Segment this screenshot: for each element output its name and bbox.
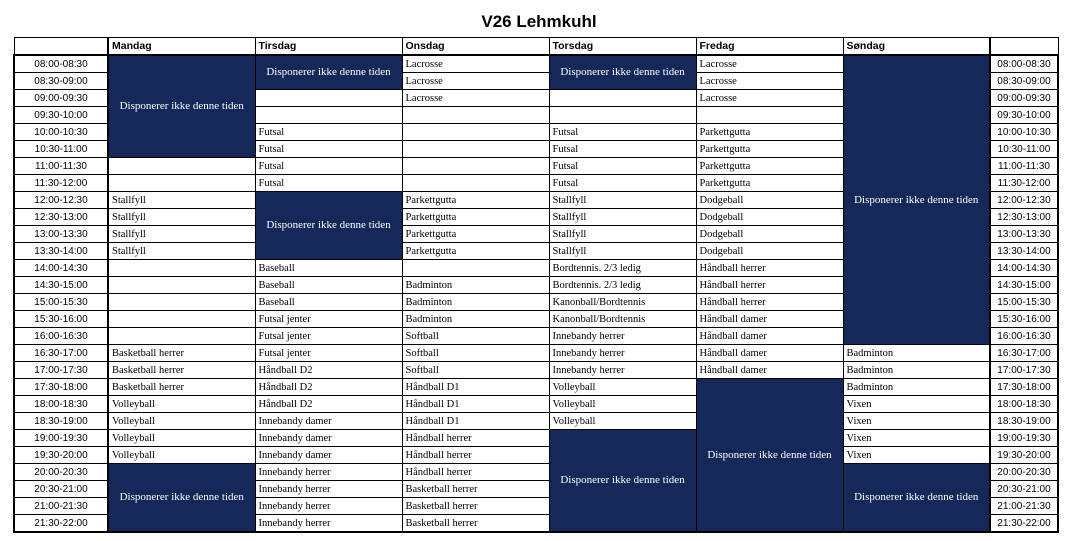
activity-slot: Futsal	[255, 141, 402, 158]
blocked-slot: Disponerer ikke denne tiden	[843, 55, 990, 345]
activity-slot: Baseball	[255, 294, 402, 311]
activity-slot: Vixen	[843, 413, 990, 430]
time-label-left: 21:00-21:30	[14, 498, 108, 515]
activity-slot: Parkettgutta	[696, 124, 843, 141]
time-label-right: 10:30-11:00	[990, 141, 1058, 158]
time-label-right: 09:00-09:30	[990, 90, 1058, 107]
activity-slot: Baseball	[255, 277, 402, 294]
blocked-slot: Disponerer ikke denne tiden	[843, 464, 990, 533]
activity-slot: Stallfyll	[108, 226, 255, 243]
schedule-row	[14, 447, 1058, 464]
activity-slot: Basketball herrer	[402, 481, 549, 498]
time-label-left: 12:30-13:00	[14, 209, 108, 226]
activity-slot: Volleyball	[549, 379, 696, 396]
activity-slot: Stallfyll	[549, 226, 696, 243]
time-label-left: 14:00-14:30	[14, 260, 108, 277]
activity-slot: Innebandy herrer	[549, 345, 696, 362]
activity-slot: Parkettgutta	[402, 209, 549, 226]
activity-slot: Softball	[402, 362, 549, 379]
activity-slot: Innebandy herrer	[255, 515, 402, 533]
activity-slot	[402, 124, 549, 141]
activity-slot: Håndball damer	[696, 328, 843, 345]
activity-slot: Stallfyll	[108, 243, 255, 260]
activity-slot: Lacrosse	[402, 90, 549, 107]
activity-slot	[696, 107, 843, 124]
time-label-left: 09:00-09:30	[14, 90, 108, 107]
activity-slot: Basketball herrer	[108, 345, 255, 362]
activity-slot: Håndball damer	[696, 311, 843, 328]
time-label-right: 15:00-15:30	[990, 294, 1058, 311]
time-label-right: 20:00-20:30	[990, 464, 1058, 481]
activity-slot: Futsal	[255, 124, 402, 141]
activity-slot: Lacrosse	[696, 90, 843, 107]
schedule-row	[14, 345, 1058, 362]
activity-slot: Vixen	[843, 447, 990, 464]
blocked-slot: Disponerer ikke denne tiden	[549, 55, 696, 90]
activity-slot: Badminton	[843, 379, 990, 396]
activity-slot: Håndball herrer	[696, 260, 843, 277]
schedule-table	[13, 37, 1059, 533]
activity-slot: Håndball D1	[402, 396, 549, 413]
activity-slot: Volleyball	[549, 413, 696, 430]
activity-slot: Volleyball	[108, 413, 255, 430]
time-label-left: 08:30-09:00	[14, 73, 108, 90]
header-row	[14, 38, 1058, 56]
blocked-slot: Disponerer ikke denne tiden	[108, 55, 255, 158]
activity-slot: Futsal	[549, 158, 696, 175]
activity-slot: Bordtennis. 2/3 ledig	[549, 260, 696, 277]
time-label-right: 19:30-20:00	[990, 447, 1058, 464]
activity-slot	[402, 260, 549, 277]
activity-slot	[255, 107, 402, 124]
activity-slot: Dodgeball	[696, 209, 843, 226]
activity-slot: Volleyball	[108, 447, 255, 464]
activity-slot: Håndball damer	[696, 362, 843, 379]
activity-slot: Håndball D1	[402, 379, 549, 396]
activity-slot: Kanonball/Bordtennis	[549, 294, 696, 311]
header-corner-right	[990, 38, 1058, 56]
activity-slot: Badminton	[843, 345, 990, 362]
activity-slot: Kanonball/Bordtennis	[549, 311, 696, 328]
activity-slot: Vixen	[843, 396, 990, 413]
schedule-row	[14, 396, 1058, 413]
activity-slot: Futsal jenter	[255, 328, 402, 345]
activity-slot	[402, 158, 549, 175]
time-label-right: 09:30-10:00	[990, 107, 1058, 124]
schedule-row	[14, 55, 1058, 73]
time-label-left: 19:30-20:00	[14, 447, 108, 464]
activity-slot: Basketball herrer	[108, 379, 255, 396]
time-label-left: 16:30-17:00	[14, 345, 108, 362]
blocked-slot: Disponerer ikke denne tiden	[255, 55, 402, 90]
time-label-right: 16:00-16:30	[990, 328, 1058, 345]
activity-slot: Håndball damer	[696, 345, 843, 362]
activity-slot: Futsal jenter	[255, 345, 402, 362]
day-header: Fredag	[696, 38, 843, 56]
time-label-right: 21:30-22:00	[990, 515, 1058, 533]
activity-slot: Bordtennis. 2/3 ledig	[549, 277, 696, 294]
activity-slot: Lacrosse	[402, 55, 549, 73]
activity-slot: Basketball herrer	[402, 515, 549, 533]
activity-slot	[402, 141, 549, 158]
time-label-left: 10:00-10:30	[14, 124, 108, 141]
day-header: Mandag	[108, 38, 255, 56]
activity-slot: Softball	[402, 345, 549, 362]
time-label-right: 21:00-21:30	[990, 498, 1058, 515]
time-label-right: 19:00-19:30	[990, 430, 1058, 447]
time-label-left: 12:00-12:30	[14, 192, 108, 209]
time-label-right: 08:00-08:30	[990, 55, 1058, 73]
time-label-right: 11:00-11:30	[990, 158, 1058, 175]
time-label-right: 16:30-17:00	[990, 345, 1058, 362]
schedule-row	[14, 362, 1058, 379]
activity-slot	[108, 294, 255, 311]
activity-slot: Innebandy herrer	[255, 481, 402, 498]
time-label-right: 18:30-19:00	[990, 413, 1058, 430]
activity-slot: Badminton	[843, 362, 990, 379]
time-label-right: 17:30-18:00	[990, 379, 1058, 396]
schedule-body	[14, 55, 1058, 532]
activity-slot: Softball	[402, 328, 549, 345]
day-header: Onsdag	[402, 38, 549, 56]
time-label-left: 14:30-15:00	[14, 277, 108, 294]
activity-slot: Håndball herrer	[696, 277, 843, 294]
activity-slot: Volleyball	[108, 396, 255, 413]
schedule-row	[14, 379, 1058, 396]
time-label-right: 10:00-10:30	[990, 124, 1058, 141]
activity-slot: Parkettgutta	[402, 192, 549, 209]
activity-slot: Parkettgutta	[402, 226, 549, 243]
time-label-left: 11:00-11:30	[14, 158, 108, 175]
activity-slot: Lacrosse	[402, 73, 549, 90]
time-label-right: 13:00-13:30	[990, 226, 1058, 243]
time-label-left: 13:30-14:00	[14, 243, 108, 260]
time-label-right: 13:30-14:00	[990, 243, 1058, 260]
time-label-left: 16:00-16:30	[14, 328, 108, 345]
schedule-row	[14, 413, 1058, 430]
time-label-left: 19:00-19:30	[14, 430, 108, 447]
activity-slot: Futsal	[549, 141, 696, 158]
activity-slot: Dodgeball	[696, 243, 843, 260]
activity-slot: Håndball D2	[255, 362, 402, 379]
activity-slot: Lacrosse	[696, 55, 843, 73]
activity-slot: Stallfyll	[108, 192, 255, 209]
time-label-left: 15:00-15:30	[14, 294, 108, 311]
time-label-left: 10:30-11:00	[14, 141, 108, 158]
time-label-left: 13:00-13:30	[14, 226, 108, 243]
activity-slot	[108, 328, 255, 345]
activity-slot: Stallfyll	[549, 192, 696, 209]
time-label-left: 08:00-08:30	[14, 55, 108, 73]
activity-slot	[549, 107, 696, 124]
activity-slot: Håndball herrer	[402, 447, 549, 464]
activity-slot: Badminton	[402, 294, 549, 311]
activity-slot: Volleyball	[108, 430, 255, 447]
time-label-left: 17:00-17:30	[14, 362, 108, 379]
day-header: Tirsdag	[255, 38, 402, 56]
schedule-row	[14, 464, 1058, 481]
time-label-right: 11:30-12:00	[990, 175, 1058, 192]
activity-slot: Parkettgutta	[696, 158, 843, 175]
header-corner-left	[14, 38, 108, 56]
activity-slot: Lacrosse	[696, 73, 843, 90]
activity-slot: Håndball D2	[255, 396, 402, 413]
time-label-left: 11:30-12:00	[14, 175, 108, 192]
activity-slot	[108, 158, 255, 175]
activity-slot: Basketball herrer	[402, 498, 549, 515]
schedule-row	[14, 430, 1058, 447]
time-label-left: 15:30-16:00	[14, 311, 108, 328]
activity-slot: Parkettgutta	[402, 243, 549, 260]
activity-slot: Håndball D1	[402, 413, 549, 430]
time-label-right: 20:30-21:00	[990, 481, 1058, 498]
activity-slot: Badminton	[402, 277, 549, 294]
activity-slot	[108, 277, 255, 294]
activity-slot	[108, 311, 255, 328]
time-label-right: 15:30-16:00	[990, 311, 1058, 328]
time-label-left: 18:30-19:00	[14, 413, 108, 430]
activity-slot: Stallfyll	[549, 243, 696, 260]
blocked-slot: Disponerer ikke denne tiden	[549, 430, 696, 533]
activity-slot: Innebandy herrer	[255, 464, 402, 481]
schedule-title: V26 Lehmkuhl	[481, 12, 597, 31]
activity-slot	[402, 107, 549, 124]
time-label-right: 14:30-15:00	[990, 277, 1058, 294]
activity-slot: Innebandy herrer	[549, 328, 696, 345]
time-label-right: 18:00-18:30	[990, 396, 1058, 413]
activity-slot: Basketball herrer	[108, 362, 255, 379]
time-label-left: 17:30-18:00	[14, 379, 108, 396]
time-label-left: 21:30-22:00	[14, 515, 108, 533]
activity-slot: Badminton	[402, 311, 549, 328]
blocked-slot: Disponerer ikke denne tiden	[108, 464, 255, 533]
activity-slot: Dodgeball	[696, 226, 843, 243]
time-label-left: 09:30-10:00	[14, 107, 108, 124]
activity-slot: Innebandy damer	[255, 413, 402, 430]
activity-slot	[402, 175, 549, 192]
time-label-right: 08:30-09:00	[990, 73, 1058, 90]
activity-slot: Innebandy herrer	[549, 362, 696, 379]
activity-slot: Futsal	[255, 175, 402, 192]
day-header: Søndag	[843, 38, 990, 56]
activity-slot	[255, 90, 402, 107]
activity-slot: Volleyball	[549, 396, 696, 413]
activity-slot: Futsal jenter	[255, 311, 402, 328]
time-label-right: 14:00-14:30	[990, 260, 1058, 277]
activity-slot: Stallfyll	[549, 209, 696, 226]
time-label-right: 17:00-17:30	[990, 362, 1058, 379]
blocked-slot: Disponerer ikke denne tiden	[255, 192, 402, 260]
activity-slot: Futsal	[549, 124, 696, 141]
activity-slot: Håndball herrer	[402, 464, 549, 481]
activity-slot: Stallfyll	[108, 209, 255, 226]
activity-slot: Vixen	[843, 430, 990, 447]
activity-slot: Parkettgutta	[696, 141, 843, 158]
activity-slot: Dodgeball	[696, 192, 843, 209]
activity-slot: Innebandy damer	[255, 430, 402, 447]
activity-slot: Innebandy damer	[255, 447, 402, 464]
activity-slot: Håndball D2	[255, 379, 402, 396]
time-label-left: 18:00-18:30	[14, 396, 108, 413]
activity-slot	[549, 90, 696, 107]
activity-slot: Futsal	[255, 158, 402, 175]
time-label-right: 12:30-13:00	[990, 209, 1058, 226]
blocked-slot: Disponerer ikke denne tiden	[696, 379, 843, 533]
activity-slot: Futsal	[549, 175, 696, 192]
activity-slot: Innebandy herrer	[255, 498, 402, 515]
time-label-left: 20:00-20:30	[14, 464, 108, 481]
time-label-right: 12:00-12:30	[990, 192, 1058, 209]
activity-slot: Håndball herrer	[696, 294, 843, 311]
activity-slot	[108, 260, 255, 277]
day-header: Torsdag	[549, 38, 696, 56]
activity-slot	[108, 175, 255, 192]
activity-slot: Baseball	[255, 260, 402, 277]
activity-slot: Parkettgutta	[696, 175, 843, 192]
activity-slot: Håndball herrer	[402, 430, 549, 447]
time-label-left: 20:30-21:00	[14, 481, 108, 498]
